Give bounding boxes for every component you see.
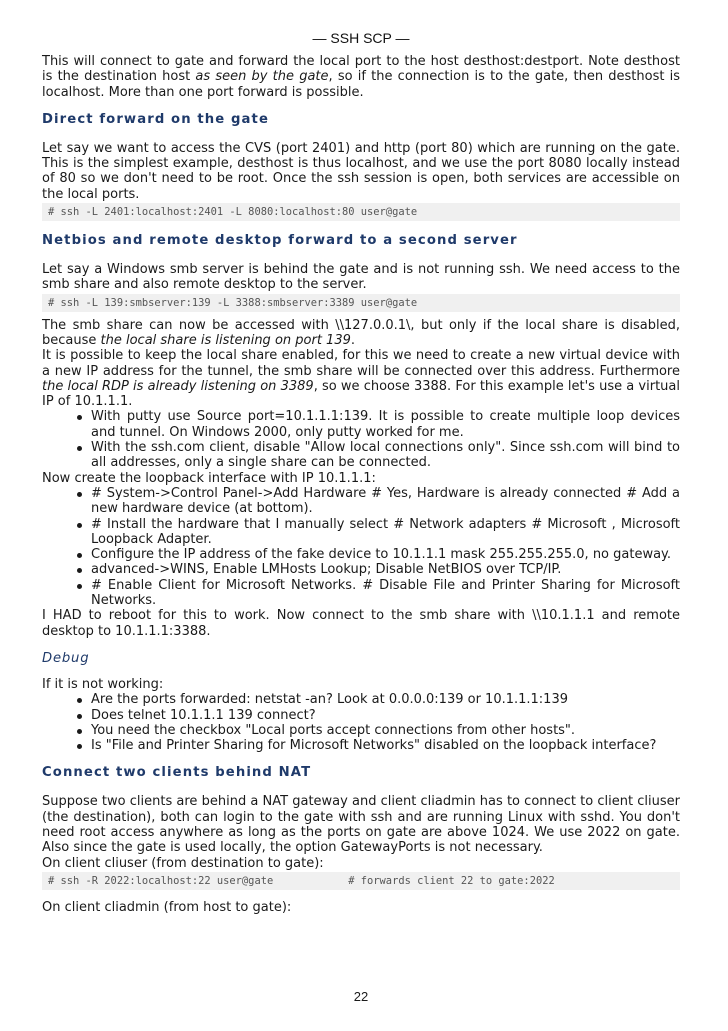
intro-text-end: , so if the connection is to the gate, then desthost is localhost. More than one port forward is possible. [42,69,681,100]
smb-share-text: The smb share can now be accessed with \\127.0.0.1\, but only if the local share is disabled, because [42,317,680,348]
virtual-device-text-end: , so we choose 3388. For this example let's use a virtual IP of 10.1.1.1. [42,378,680,410]
heading-nat: Connect two clients behind NAT [42,765,312,781]
list-item: With putty use Source port=10.1.1.1:139. It is possible to create multiple loop devices and tunnel. On Windows 2000, only putty worked for me. [91,409,680,440]
list-item: # System->Control Panel->Add Hardware # Yes, Hardware is already connected # Add a new hardware device (at bottom). [91,485,680,517]
loopback-steps-list [42,486,680,608]
intro-text: This will connect to gate and forward the local port to the host desthost:destport. Note desthost is the destination host [42,54,680,85]
page-header: — SSH SCP — [312,30,410,46]
rdp-emphasis: the local RDP is already listening on 3389 [42,378,314,394]
cliuser-label: On client cliuser (from destination to gate): [42,855,324,871]
heading-direct-forward: Direct forward on the gate [42,111,269,127]
page-content [42,54,680,915]
list-item: # Enable Client for Microsoft Networks. # Disable File and Printer Sharing for Microsoft Networks. [91,577,680,609]
cliadmin-label: On client cliadmin (from host to gate): [42,899,292,915]
debug-list [42,692,680,753]
intro-paragraph [42,54,680,100]
code-block-nat: # ssh -R 2022:localhost:22 user@gate # forwards client 22 to gate:2022 [42,872,680,890]
heading-debug: Debug [42,650,90,666]
list-item: You need the checkbox "Local ports accept connections from other hosts". [91,723,680,738]
debug-intro: If it is not working: [42,676,164,692]
smb-share-emphasis: the local share is listening on port 139 [100,332,351,348]
code-block-netbios: # ssh -L 139:smbserver:139 -L 3388:smbserver:3389 user@gate [42,294,680,312]
direct-paragraph: Let say we want to access the CVS (port 2401) and http (port 80) which are running on the gate. This is the simplest example, desthost is thus localhost, and we use the port 8080 locally instead of 80 so we don't need to be root. Once the ssh session is open, both services are accessible on the local ports. [42,140,680,202]
list-item: advanced->WINS, Enable LMHosts Lookup; Disable NetBIOS over TCP/IP. [91,562,680,577]
netbios-paragraph: Let say a Windows smb server is behind the gate and is not running ssh. We need access to the smb share and also remote desktop to the server. [42,262,680,293]
smb-share-paragraph [42,318,680,349]
list-item: Are the ports forwarded: netstat -an? Look at 0.0.0.0:139 or 10.1.1.1:139 [91,692,680,707]
smb-share-text-end: . [350,332,356,348]
list-item: Is "File and Printer Sharing for Microsoft Networks" disabled on the loopback interface? [91,738,680,753]
list-item: With the ssh.com client, disable "Allow local connections only". Since ssh.com will bind to all addresses, only a single share can be connected. [91,440,680,471]
heading-netbios: Netbios and remote desktop forward to a second server [42,233,518,249]
loopback-intro: Now create the loopback interface with IP 10.1.1.1: [42,470,376,486]
reboot-paragraph: I HAD to reboot for this to work. Now connect to the smb share with \\10.1.1.1 and remote desktop to 10.1.1.1:3388. [42,608,680,639]
code-block-direct: # ssh -L 2401:localhost:2401 -L 8080:localhost:80 user@gate [42,203,680,221]
list-item: Does telnet 10.1.1.1 139 connect? [91,708,680,723]
list-item: Configure the IP address of the fake device to 10.1.1.1 mask 255.255.255.0, no gateway. [91,547,680,562]
intro-emphasis: as seen by the gate [195,69,329,85]
virtual-device-paragraph [42,348,680,409]
putty-list [42,409,680,470]
virtual-device-text: It is possible to keep the local share enabled, for this we need to create a new virtual device with a new IP address for the tunnel, the smb share will be connected over this address. Furthermore [42,348,680,379]
list-item: # Install the hardware that I manually select # Network adapters # Microsoft , Microsoft Loopback Adapter. [91,516,680,547]
page-number: 22 [353,989,369,1004]
nat-paragraph: Suppose two clients are behind a NAT gateway and client cliadmin has to connect to client cliuser (the destination), both can login to the gate with ssh and are running Linux with sshd. You don't need root access anywhere as long as the ports on gate are above 1024. We use 2022 on gate. Also since the gate is used locally, the option GatewayPorts is not necessary. [42,794,680,856]
